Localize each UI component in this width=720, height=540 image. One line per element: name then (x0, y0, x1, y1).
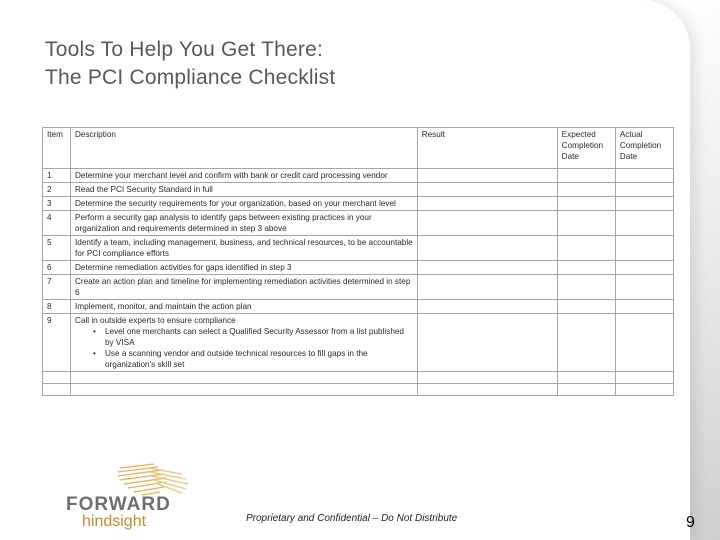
table-row-empty (43, 384, 674, 396)
empty-cell (43, 372, 71, 384)
logo-word-forward: FORWARD (66, 494, 171, 515)
empty-cell (417, 384, 557, 396)
empty-cell (417, 372, 557, 384)
row-description: Determine the security requirements for your organization, based on your merchant level (70, 197, 417, 211)
empty-cell (557, 372, 615, 384)
row-result-cell (417, 169, 557, 183)
table-row (43, 183, 674, 197)
row-expected-date-cell (557, 211, 615, 236)
row-result-cell (417, 183, 557, 197)
row-result-cell (417, 261, 557, 275)
header-expected-line1: Expected (561, 130, 596, 139)
row-result-cell (417, 236, 557, 261)
row-expected-date-cell (557, 236, 615, 261)
empty-cell (43, 384, 71, 396)
row-item-number: 3 (43, 197, 71, 211)
table-row (43, 197, 674, 211)
row-item-number: 6 (43, 261, 71, 275)
header-expected-line2: Completion (561, 141, 604, 150)
row-expected-date-cell (557, 275, 615, 300)
row-description: Determine remediation activities for gaps identified in step 3 (70, 261, 417, 275)
title-line-2: The PCI Compliance Checklist (45, 66, 336, 89)
row-expected-date-cell (557, 197, 615, 211)
row-actual-date-cell (615, 183, 673, 197)
row-description: Call in outside experts to ensure compliance (74, 316, 236, 325)
table-row (43, 314, 674, 372)
pci-checklist-table (42, 127, 674, 396)
row-expected-date-cell (557, 261, 615, 275)
header-expected-completion-date (557, 128, 615, 169)
table-row-empty (43, 372, 674, 384)
sub-bullet-item: • Use a scanning vendor and outside technical resources to fill gaps in the organization's skill set (105, 348, 413, 370)
row-expected-date-cell (557, 300, 615, 314)
header-result: Result (417, 128, 557, 169)
table-row (43, 211, 674, 236)
header-actual-completion-date (615, 128, 673, 169)
row-description-with-bullets (70, 314, 417, 372)
row-item-number: 1 (43, 169, 71, 183)
table-row (43, 169, 674, 183)
header-description: Description (70, 128, 417, 169)
row-expected-date-cell (557, 183, 615, 197)
table-row (43, 261, 674, 275)
header-expected-line3: Date (561, 152, 579, 161)
row-item-number: 8 (43, 300, 71, 314)
header-actual-line1: Actual (619, 130, 643, 139)
row-item-number: 5 (43, 236, 71, 261)
table-header-row (43, 128, 674, 169)
row-item-number: 2 (43, 183, 71, 197)
row-description: Read the PCI Security Standard in full (70, 183, 417, 197)
empty-cell (70, 384, 417, 396)
empty-cell (70, 372, 417, 384)
forward-hindsight-logo (62, 462, 222, 534)
sub-bullet-item: • Level one merchants can select a Qualified Security Assessor from a list published by VISA (105, 326, 413, 348)
title-line-1: Tools To Help You Get There: (45, 38, 324, 61)
logo-word-hindsight: hindsight (82, 513, 147, 530)
row-actual-date-cell (615, 236, 673, 261)
row-description: Implement, monitor, and maintain the action plan (70, 300, 417, 314)
empty-cell (615, 372, 673, 384)
empty-cell (557, 384, 615, 396)
row-item-number: 7 (43, 275, 71, 300)
sub-bullet-list (75, 326, 413, 370)
row-actual-date-cell (615, 169, 673, 183)
header-actual-line2: Completion (619, 141, 662, 150)
row-expected-date-cell (557, 169, 615, 183)
slide-title (45, 36, 335, 92)
row-item-number: 4 (43, 211, 71, 236)
row-description: Perform a security gap analysis to identify gaps between existing practices in your organization and requirements determined in step 3 above (70, 211, 417, 236)
empty-cell (615, 384, 673, 396)
row-description: Identify a team, including management, business, and technical resources, to be accountable for PCI compliance efforts (70, 236, 417, 261)
row-actual-date-cell (615, 275, 673, 300)
row-actual-date-cell (615, 261, 673, 275)
table-row (43, 236, 674, 261)
header-item: Item (43, 128, 71, 169)
row-description: Create an action plan and timeline for implementing remediation activities determined in step 6 (70, 275, 417, 300)
page-number: 9 (686, 514, 695, 531)
row-result-cell (417, 211, 557, 236)
row-description: Determine your merchant level and confirm with bank or credit card processing vendor (70, 169, 417, 183)
row-actual-date-cell (615, 314, 673, 372)
row-result-cell (417, 197, 557, 211)
row-expected-date-cell (557, 314, 615, 372)
row-actual-date-cell (615, 300, 673, 314)
row-item-number: 9 (43, 314, 71, 372)
row-result-cell (417, 275, 557, 300)
footer-confidentiality-note: Proprietary and Confidential – Do Not Distribute (246, 513, 458, 524)
row-result-cell (417, 314, 557, 372)
row-result-cell (417, 300, 557, 314)
row-actual-date-cell (615, 211, 673, 236)
table-row (43, 275, 674, 300)
row-actual-date-cell (615, 197, 673, 211)
table-row (43, 300, 674, 314)
header-actual-line3: Date (619, 152, 638, 161)
